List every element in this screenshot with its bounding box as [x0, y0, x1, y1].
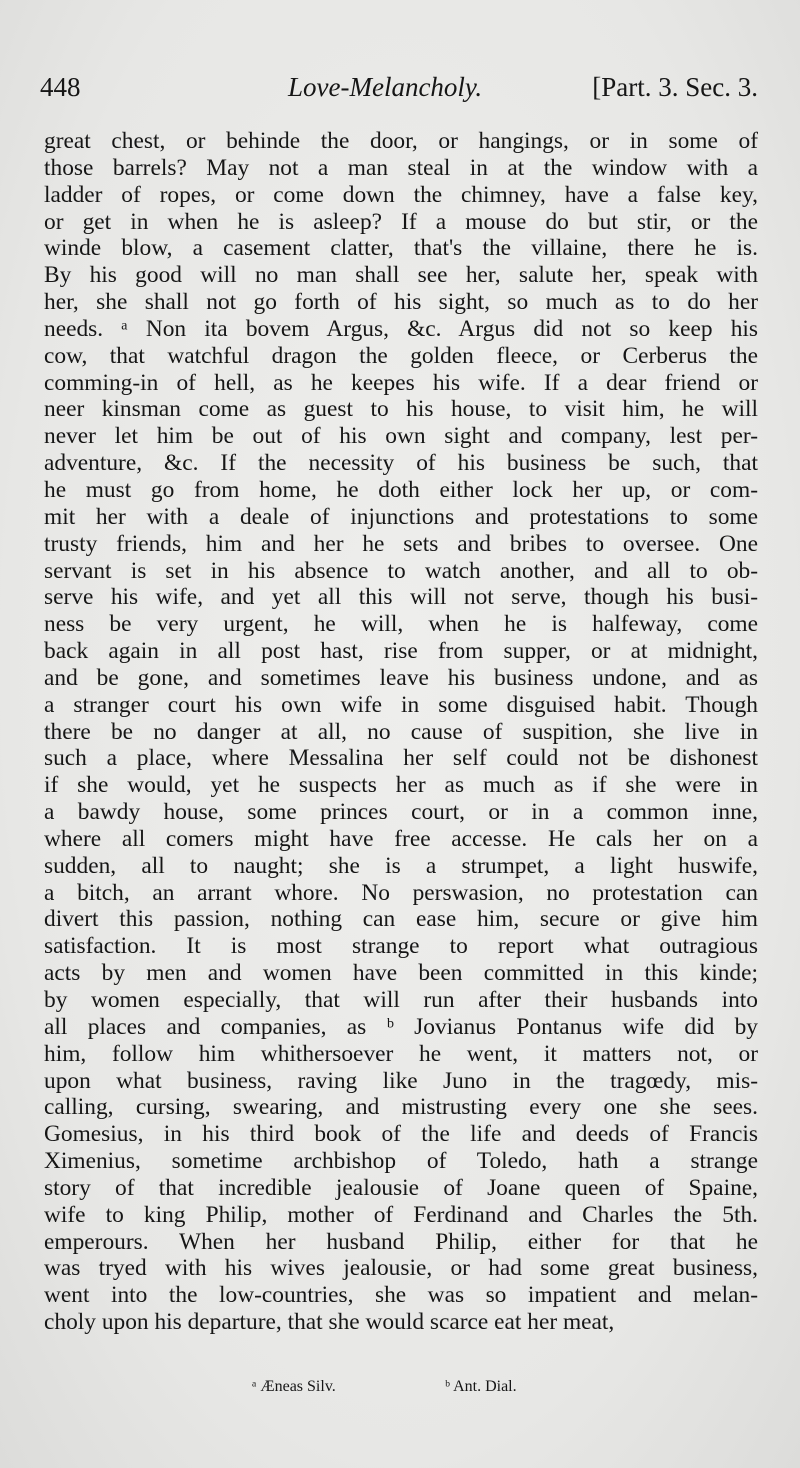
text-line: her, she shall not go forth of his sight, so much as to do her [44, 289, 758, 316]
text-line: trusty friends, him and her he sets and bribes to oversee. One [44, 530, 758, 557]
page-number: 448 [40, 72, 81, 102]
text-line: upon what business, raving like Juno in the tragœdy, mis- [44, 1067, 758, 1094]
text-line: back again in all post hast, rise from supper, or at midnight, [44, 638, 758, 665]
text-line: never let him be out of his own sight and company, lest per- [44, 423, 758, 450]
text-line: divert this passion, nothing can ease him, secure or give him [44, 906, 758, 933]
text-line: acts by men and women have been committed in this kinde; [44, 960, 758, 987]
text-line: a bitch, an arrant whore. No perswasion, no protestation can [44, 879, 758, 906]
text-line: story of that incredible jealousie of Joane queen of Spaine, [44, 1174, 758, 1201]
text-line: all places and companies, as ᵇ Jovianus Pontanus wife did by [44, 1013, 758, 1040]
text-line: cow, that watchful dragon the golden fleece, or Cerberus the [44, 342, 758, 369]
text-line: ladder of ropes, or come down the chimney, have a false key, [44, 181, 758, 208]
text-line: wife to king Philip, mother of Ferdinand and Charles the 5th. [44, 1201, 758, 1228]
section-marker: [Part. 3. Sec. 3. [592, 72, 758, 102]
text-line: choly upon his departure, that she would scarce eat her meat, [44, 1309, 615, 1336]
text-line: ness be very urgent, he will, when he is halfeway, come [44, 611, 758, 638]
text-line: needs. ᵃ Non ita bovem Argus, &c. Argus did not so keep his [44, 315, 758, 342]
text-line: or get in when he is asleep? If a mouse do but stir, or the [44, 208, 758, 235]
text-line: if she would, yet he suspects her as much as if she were in [44, 772, 758, 799]
text-line: a bawdy house, some princes court, or in a common inne, [44, 799, 758, 826]
text-line: mit her with a deale of injunctions and protestations to some [44, 503, 758, 530]
text-line: a stranger court his own wife in some disguised habit. Though [44, 691, 758, 718]
text-line: went into the low-countries, she was so impatient and melan- [44, 1282, 758, 1309]
text-line: where all comers might have free accesse. He cals her on a [44, 825, 758, 852]
text-line: By his good will no man shall see her, salute her, speak with [44, 262, 758, 289]
text-line: servant is set in his absence to watch another, and all to ob- [44, 557, 758, 584]
running-header [40, 72, 758, 112]
text-line: emperours. When her husband Philip, either for that he [44, 1228, 758, 1255]
text-line: Gomesius, in his third book of the life and deeds of Francis [44, 1121, 758, 1148]
text-line: by women especially, that will run after their husbands into [44, 987, 758, 1013]
text-line: sudden, all to naught; she is a strumpet, a light huswife, [44, 852, 758, 879]
text-line: such a place, where Messalina her self could not be dishonest [44, 745, 758, 772]
text-line: neer kinsman come as guest to his house, to visit him, he will [44, 396, 758, 423]
text-line: he must go from home, he doth either lock her up, or com- [44, 476, 758, 503]
text-line: great chest, or behinde the door, or hangings, or in some of [44, 128, 758, 154]
text-line: winde blow, a casement clatter, that's the villaine, there he is. [44, 235, 758, 262]
body-text [44, 128, 758, 1336]
text-line: satisfaction. It is most strange to report what outragious [44, 933, 758, 960]
text-line: Ximenius, sometime archbishop of Toledo, hath a strange [44, 1148, 758, 1175]
text-line: adventure, &c. If the necessity of his business be such, that [44, 450, 758, 477]
text-line: and be gone, and sometimes leave his business undone, and as [44, 664, 758, 691]
running-title: Love-Melancholy. [288, 72, 483, 102]
footnote-b: ᵇ Ant. Dial. [445, 1378, 517, 1395]
text-line: those barrels? May not a man steal in at the window with a [44, 154, 758, 181]
text-line: comming-in of hell, as he keepes his wife. If a dear friend or [44, 369, 758, 396]
text-line: serve his wife, and yet all this will not serve, though his busi- [44, 584, 758, 611]
text-line: calling, cursing, swearing, and mistrusting every one she sees. [44, 1094, 758, 1121]
text-line: there be no danger at all, no cause of suspition, she live in [44, 718, 758, 745]
text-line: was tryed with his wives jealousie, or had some great business, [44, 1255, 758, 1282]
footnote-a: ᵃ Æneas Silv. [252, 1378, 336, 1395]
text-line: him, follow him whithersoever he went, it matters not, or [44, 1040, 758, 1067]
